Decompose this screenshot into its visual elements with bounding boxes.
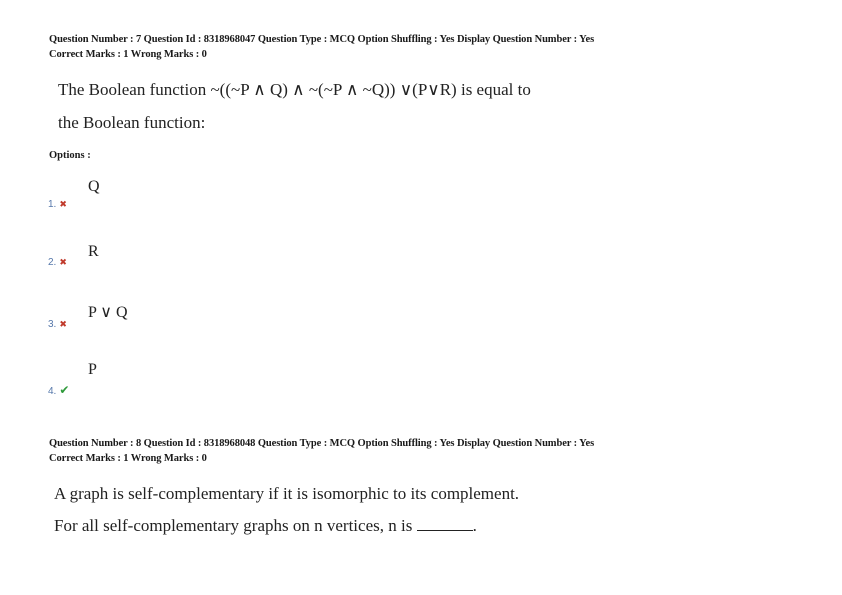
option-4-text: P	[88, 361, 97, 378]
question-8-stem-line2-end: .	[472, 516, 477, 535]
question-7-meta: Question Number : 7 Question Id : 8318968047 Question Type : MCQ Option Shuffling : Yes Display Question Number : Yes	[49, 34, 595, 45]
cross-icon: ✖	[59, 319, 67, 329]
question-8-stem-line2-text: For all self-complementary graphs on n vertices, n is	[54, 516, 413, 535]
option-1-number	[48, 199, 67, 210]
option-4-number	[48, 383, 69, 397]
question-7-stem-line1: The Boolean function ~((~P ∧ Q) ∧ ~(~P ∧ ~Q)) ∨(P∨R) is equal to	[58, 80, 531, 99]
options-label: Options :	[49, 150, 91, 161]
option-2-number-label: 2.	[48, 257, 57, 268]
cross-icon: ✖	[59, 257, 67, 267]
question-8-marks: Correct Marks : 1 Wrong Marks : 0	[49, 453, 207, 464]
option-2-text: R	[88, 243, 99, 260]
question-8-stem-line2	[54, 516, 477, 536]
question-8-stem-line1: A graph is self-complementary if it is isomorphic to its complement.	[54, 484, 520, 503]
check-icon: ✔	[59, 383, 70, 397]
question-8-meta: Question Number : 8 Question Id : 8318968048 Question Type : MCQ Option Shuffling : Yes Display Question Number : Yes	[49, 438, 595, 449]
cross-icon: ✖	[59, 199, 67, 209]
option-4-number-label: 4.	[48, 386, 57, 397]
option-3-number-label: 3.	[48, 319, 57, 330]
option-1-number-label: 1.	[48, 199, 57, 210]
option-2-number	[48, 257, 67, 268]
option-3-number	[48, 319, 67, 330]
answer-blank	[417, 516, 473, 531]
question-7-stem-line2: the Boolean function:	[58, 113, 206, 132]
option-3-text: P ∨ Q	[88, 304, 128, 321]
question-7-marks: Correct Marks : 1 Wrong Marks : 0	[49, 49, 207, 60]
option-1-text: Q	[88, 178, 100, 195]
